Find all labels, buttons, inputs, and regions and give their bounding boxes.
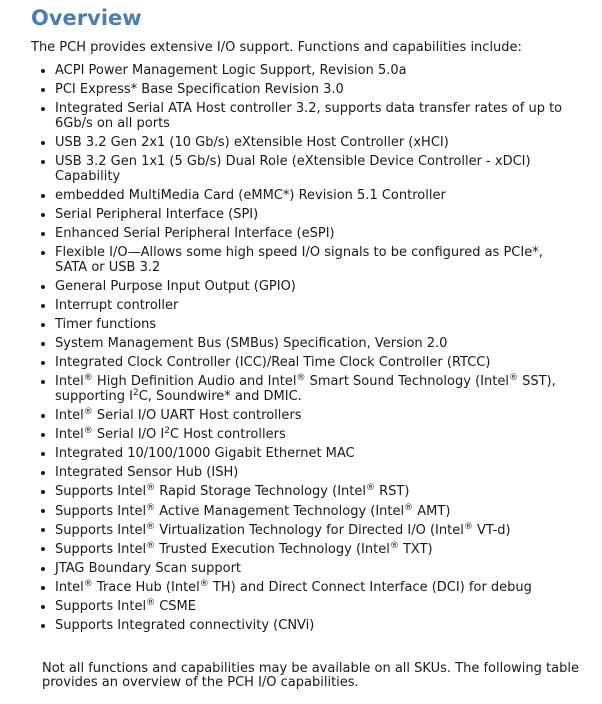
feature-text: ACPI Power Management Logic Support, Revision 5.0a bbox=[55, 63, 407, 79]
feature-text: Intel® Trace Hub (Intel® TH) and Direct Connect Interface (DCI) for debug bbox=[55, 578, 532, 595]
feature-text: Integrated Clock Controller (ICC)/Real Time Clock Controller (RTCC) bbox=[55, 355, 491, 371]
bullet-icon bbox=[41, 160, 45, 164]
feature-list-item bbox=[0, 464, 602, 483]
feature-text: Integrated 10/100/1000 Gigabit Ethernet MAC bbox=[55, 446, 355, 462]
feature-list-item bbox=[0, 153, 602, 187]
feature-list-item bbox=[0, 483, 602, 502]
bullet-icon bbox=[41, 433, 45, 437]
feature-list-item bbox=[0, 206, 602, 225]
feature-text: embedded MultiMedia Card (eMMC*) Revision 5.1 Controller bbox=[55, 187, 446, 203]
feature-text: Enhanced Serial Peripheral Interface (eSPI) bbox=[55, 226, 335, 242]
feature-text: Intel® Serial I/O $I^2C$ Host controllers bbox=[55, 426, 286, 443]
feature-list-item bbox=[0, 81, 602, 100]
feature-list-item bbox=[0, 598, 602, 617]
page-heading: Overview bbox=[31, 6, 142, 30]
bullet-icon bbox=[41, 194, 45, 198]
feature-text: Flexible I/O—Allows some high speed I/O signals to be configured as PCIe*, SATA or USB 3.2 bbox=[55, 245, 543, 275]
bullet-icon bbox=[41, 452, 45, 456]
feature-text: Timer functions bbox=[55, 317, 157, 333]
bullet-icon bbox=[41, 624, 45, 628]
feature-text: Supports Intel® CSME bbox=[55, 597, 196, 614]
feature-text: Supports Intel® Active Management Technology (Intel® AMT) bbox=[55, 502, 451, 519]
feature-list-item bbox=[0, 445, 602, 464]
bullet-icon bbox=[41, 380, 45, 384]
feature-list-item bbox=[0, 100, 602, 134]
feature-list-item bbox=[0, 354, 602, 373]
feature-list-item bbox=[0, 521, 602, 540]
bullet-icon bbox=[41, 285, 45, 289]
bullet-icon bbox=[41, 107, 45, 111]
feature-list-item bbox=[0, 373, 602, 407]
feature-list-item bbox=[0, 225, 602, 244]
feature-list-item bbox=[0, 134, 602, 153]
outro-text: Not all functions and capabilities may be available on all SKUs. The following table provides an overview of the PCH I/O capabilities. bbox=[42, 661, 579, 690]
bullet-icon bbox=[41, 414, 45, 418]
feature-text: Integrated Serial ATA Host controller 3.2, supports data transfer rates of up to 6Gb/s on all ports bbox=[55, 101, 563, 132]
feature-text: General Purpose Input Output (GPIO) bbox=[55, 278, 296, 294]
bullet-icon bbox=[41, 528, 45, 532]
feature-list-item bbox=[0, 560, 602, 579]
bullet-icon bbox=[41, 232, 45, 236]
bullet-icon bbox=[41, 342, 45, 346]
feature-text: USB 3.2 Gen 1x1 (5 Gb/s) Dual Role (eXtensible Device Controller - xDCI) Capability bbox=[55, 154, 531, 184]
feature-list-item bbox=[0, 187, 602, 206]
feature-list-item bbox=[0, 316, 602, 335]
feature-list-item bbox=[0, 407, 602, 426]
feature-text: Interrupt controller bbox=[55, 297, 179, 313]
bullet-icon bbox=[41, 323, 45, 327]
feature-text: Intel® Serial I/O UART Host controllers bbox=[55, 407, 302, 424]
bullet-icon bbox=[41, 304, 45, 308]
feature-list-item bbox=[0, 617, 602, 636]
bullet-icon bbox=[41, 213, 45, 217]
feature-list-item bbox=[0, 244, 602, 278]
feature-text: Intel® High Definition Audio and Intel® Smart Sound Technology (Intel® SST), supporting $I^2C$, Soundwire* and DMIC. bbox=[55, 373, 556, 404]
bullet-icon bbox=[41, 547, 45, 551]
bullet-icon bbox=[41, 361, 45, 365]
feature-text: Supports Intel® Virtualization Technology for Directed I/O (Intel® VT-d) bbox=[55, 521, 511, 538]
feature-text: Supports Intel® Trusted Execution Technology (Intel® TXT) bbox=[55, 540, 433, 557]
feature-list-item bbox=[0, 579, 602, 598]
feature-text: System Management Bus (SMBus) Specification, Version 2.0 bbox=[55, 336, 448, 352]
feature-list-item bbox=[0, 335, 602, 354]
feature-text: USB 3.2 Gen 2x1 (10 Gb/s) eXtensible Host Controller (xHCI) bbox=[55, 135, 449, 151]
feature-list-item bbox=[0, 297, 602, 316]
bullet-icon bbox=[41, 490, 45, 494]
feature-text: Supports Integrated connectivity (CNVi) bbox=[55, 618, 315, 634]
bullet-icon bbox=[41, 88, 45, 92]
feature-text: Serial Peripheral Interface (SPI) bbox=[55, 207, 259, 222]
feature-list bbox=[0, 62, 602, 636]
intro-text: The PCH provides extensive I/O support. Functions and capabilities include: bbox=[31, 40, 522, 55]
feature-text: JTAG Boundary Scan support bbox=[55, 560, 242, 576]
feature-list-item bbox=[0, 426, 602, 445]
feature-list-item bbox=[0, 502, 602, 521]
feature-text: Integrated Sensor Hub (ISH) bbox=[55, 465, 239, 481]
bullet-icon bbox=[41, 567, 45, 571]
bullet-icon bbox=[41, 509, 45, 513]
bullet-icon bbox=[41, 141, 45, 145]
feature-text: Supports Intel® Rapid Storage Technology (Intel® RST) bbox=[55, 483, 410, 500]
bullet-icon bbox=[41, 586, 45, 590]
feature-list-item bbox=[0, 540, 602, 559]
feature-text: PCI Express* Base Specification Revision 3.0 bbox=[55, 82, 344, 98]
bullet-icon bbox=[41, 251, 45, 255]
feature-list-item bbox=[0, 278, 602, 297]
feature-list-item bbox=[0, 62, 602, 81]
bullet-icon bbox=[41, 69, 45, 73]
bullet-icon bbox=[41, 605, 45, 609]
bullet-icon bbox=[41, 471, 45, 475]
